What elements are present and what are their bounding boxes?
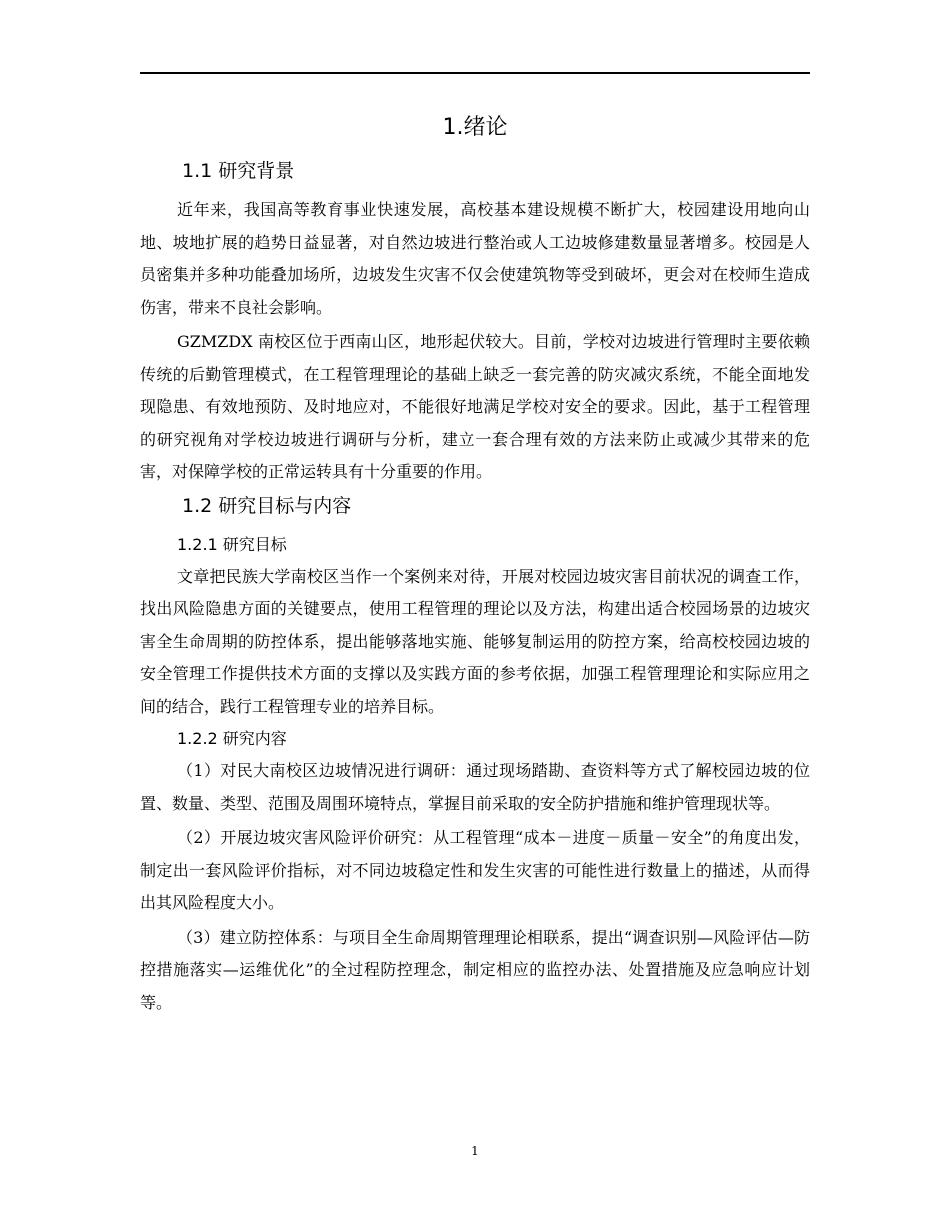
background-paragraph-2: GZMZDX 南校区位于西南山区，地形起伏较大。目前，学校对边坡进行管理时主要依赖传统的后勤管理模式，在工程管理理论的基础上缺乏一套完善的防灾减灾系统，不能全面地发现隐患、有效地预防、及时地应对，不能很好地满足学校对安全的要求。因此，基于工程管理的研究视角对学校边坡进行调研与分析，建立一套合理有效的方法来防止或减少其带来的危害，对保障学校的正常运转具有十分重要的作用。 — [140, 332, 810, 481]
background-paragraph-1: 近年来，我国高等教育事业快速发展，高校基本建设规模不断扩大，校园建设用地向山地、坡地扩展的趋势日益显著，对自然边坡进行整治或人工边坡修建数量显著增多。校园是人员密集并多种功能叠加场所，边坡发生灾害不仅会使建筑物等受到破坏，更会对在校师生造成伤害，带来不良社会影响。 — [140, 200, 810, 317]
chapter-title: 1.绪论 — [442, 115, 508, 140]
content-item-3: （3）建立防控体系：与项目全生命周期管理理论相联系，提出“调查识别—风险评估—防控措施落实—运维优化”的全过程防控理念，制定相应的监控办法、处置措施及应急响应计划等。 — [140, 927, 810, 1012]
page-number: 1 — [471, 1144, 479, 1158]
section-heading-background: 1.1 研究背景 — [182, 160, 295, 182]
goals-paragraph: 文章把民族大学南校区当作一个案例来对待，开展对校园边坡灾害目前状况的调查工作，找出风险隐患方面的关键要点，使用工程管理的理论以及方法，构建出适合校园场景的边坡灾害全生命周期的防控体系，提出能够落地实施、能够复制运用的防控方案，给高校校园边坡的安全管理工作提供技术方面的支撑以及实践方面的参考依据，加强工程管理理论和实际应用之间的结合，践行工程管理专业的培养目标。 — [140, 566, 810, 716]
subsection-heading-content: 1.2.2 研究内容 — [177, 729, 287, 748]
header-rule — [140, 72, 810, 74]
section-heading-goals-content: 1.2 研究目标与内容 — [182, 494, 352, 517]
content-item-1: （1）对民大南校区边坡情况进行调研：通过现场踏勘、查资料等方式了解校园边坡的位置、数量、类型、范围及周围环境特点，掌握目前采取的安全防护措施和维护管理现状等。 — [140, 761, 810, 813]
content-item-2: （2）开展边坡灾害风险评价研究：从工程管理“成本－进度－质量－安全”的角度出发，制定出一套风险评价指标，对不同边坡稳定性和发生灾害的可能性进行数量上的描述，从而得出其风险程度大小。 — [140, 828, 810, 912]
page-content — [140, 108, 810, 1019]
subsection-heading-goals: 1.2.1 研究目标 — [177, 534, 287, 554]
